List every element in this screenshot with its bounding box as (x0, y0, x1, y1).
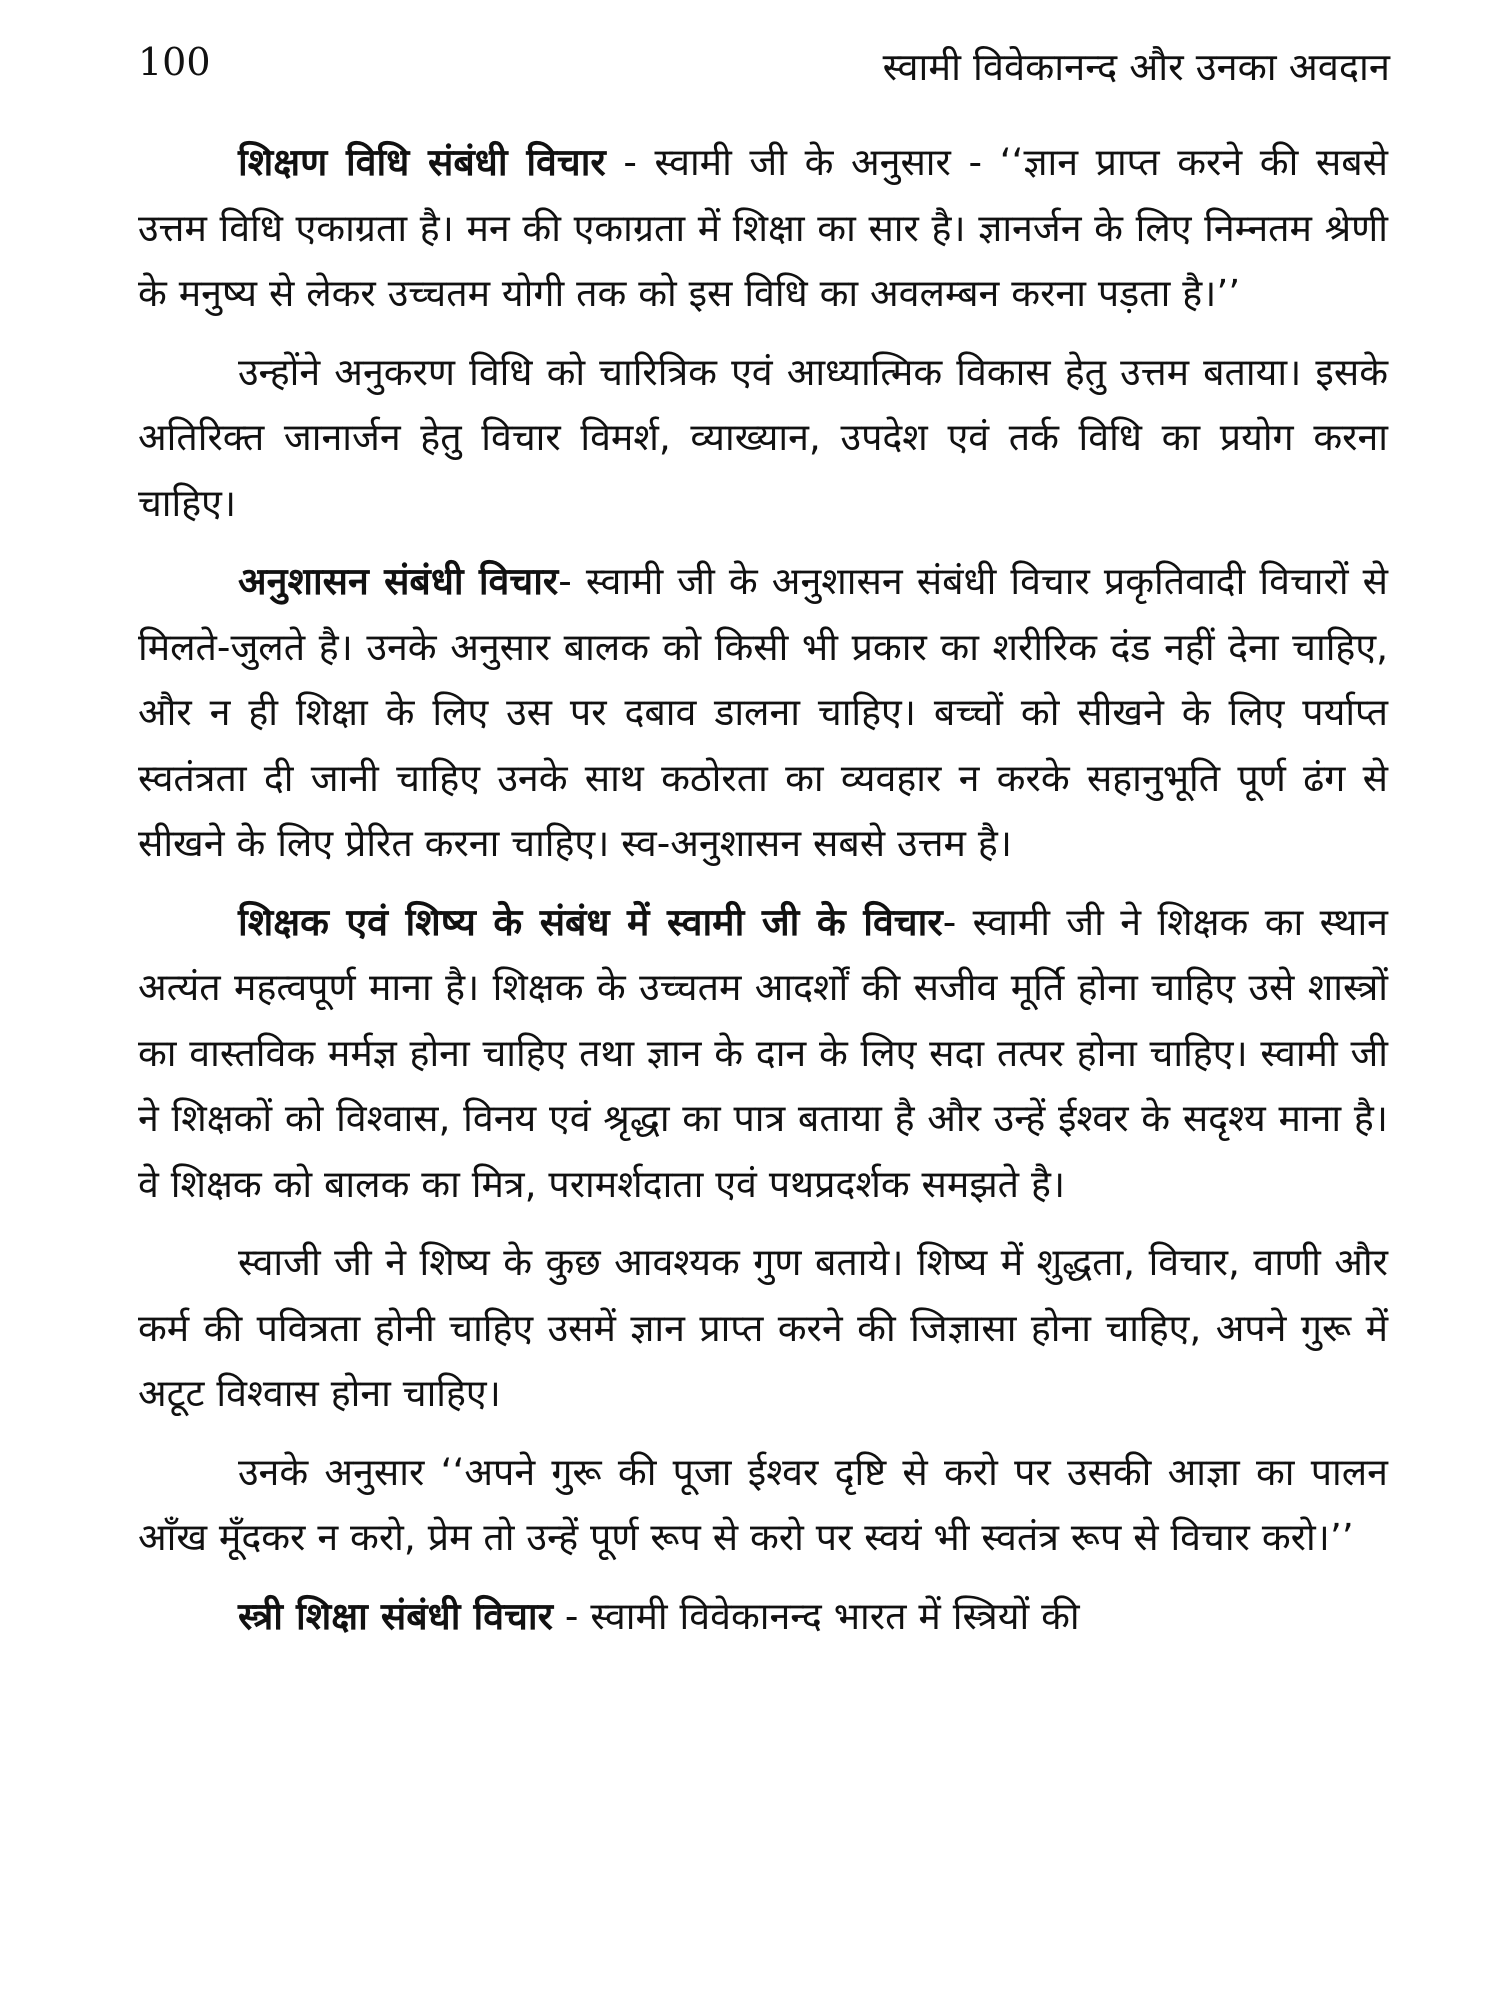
running-title: स्वामी विवेकानन्द और उनका अवदान (882, 45, 1390, 89)
section-heading: शिक्षण विधि संबंधी विचार (238, 140, 606, 184)
paragraph-imitation-method (138, 340, 1388, 537)
paragraph-teacher-student (138, 890, 1388, 1218)
section-heading: स्त्री शिक्षा संबंधी विचार (238, 1593, 553, 1638)
page-body (138, 130, 1388, 1662)
paragraph-student-qualities (138, 1230, 1388, 1427)
section-heading: अनुशासन संबंधी विचार (238, 559, 559, 603)
section-heading: शिक्षक एवं शिष्य के संबंध में स्वामी जी के विचार (238, 899, 943, 944)
paragraph-text: - स्वामी विवेकानन्द भारत में स्त्रियों की (552, 1593, 1080, 1638)
paragraph-teaching-method (138, 130, 1388, 327)
page-number: 100 (138, 40, 211, 84)
paragraph-text: - स्वामी जी के अनुशासन संबंधी विचार प्रकृतिवादी विचारों से मिलते-जुलते है। उनके अनुसार बालक को किसी भी प्रकार का शरीरिक दंड नहीं देना चाहिए, और न ही शिक्षा के लिए उस पर दबाव डालना चाहिए। बच्चों को सीखने के लिए पर्याप्त स्वतंत्रता दी जानी चाहिए उनके साथ कठोरता का व्यवहार न करके सहानुभूति पूर्ण ढंग से सीखने के लिए प्रेरित करना चाहिए। स्व-अनुशासन सबसे उत्तम है। (138, 559, 1388, 865)
paragraph-guru-quote (138, 1440, 1388, 1571)
paragraph-text: उन्होंने अनुकरण विधि को चारित्रिक एवं आध्यात्मिक विकास हेतु उत्तम बताया। इसके अतिरिक्त जानार्जन हेतु विचार विमर्श, व्याख्यान, उपदेश एवं तर्क विधि का प्रयोग करना चाहिए। (138, 349, 1388, 525)
paragraph-text: उनके अनुसार ‘‘अपने गुरू की पूजा ईश्वर दृष्टि से करो पर उसकी आज्ञा का पालन आँख मूँदकर न करो, प्रेम तो उन्हें पूर्ण रूप से करो पर स्वयं भी स्वतंत्र रूप से विचार करो।’’ (138, 1449, 1388, 1559)
paragraph-discipline (138, 549, 1388, 877)
paragraph-women-education (138, 1584, 1388, 1650)
page-header (138, 32, 1390, 102)
paragraph-text: - स्वामी जी के अनुसार - ‘‘ज्ञान प्राप्त करने की सबसे उत्तम विधि एकाग्रता है। मन की एकाग्रता में शिक्षा का सार है। ज्ञानर्जन के लिए निम्नतम श्रेणी के मनुष्य से लेकर उच्चतम योगी तक को इस विधि का अवलम्बन करना पड़ता है।’’ (138, 140, 1389, 315)
paragraph-text: स्वाजी जी ने शिष्य के कुछ आवश्यक गुण बताये। शिष्य में शुद्धता, विचार, वाणी और कर्म की पवित्रता होनी चाहिए उसमें ज्ञान प्राप्त करने की जिज्ञासा होना चाहिए, अपने गुरू में अटूट विश्वास होना चाहिए। (138, 1240, 1388, 1415)
paragraph-text: - स्वामी जी ने शिक्षक का स्थान अत्यंत महत्वपूर्ण माना है। शिक्षक के उच्चतम आदर्शों की सजीव मूर्ति होना चाहिए उसे शास्त्रों का वास्तविक मर्मज्ञ होना चाहिए तथा ज्ञान के दान के लिए सदा तत्पर होना चाहिए। स्वामी जी ने शिक्षकों को विश्वास, विनय एवं श्रृद्धा का पात्र बताया है और उन्हें ईश्वर के सदृश्य माना है। वे शिक्षक को बालक का मित्र, परामर्शदाता एवं पथप्रदर्शक समझते है। (138, 899, 1388, 1206)
